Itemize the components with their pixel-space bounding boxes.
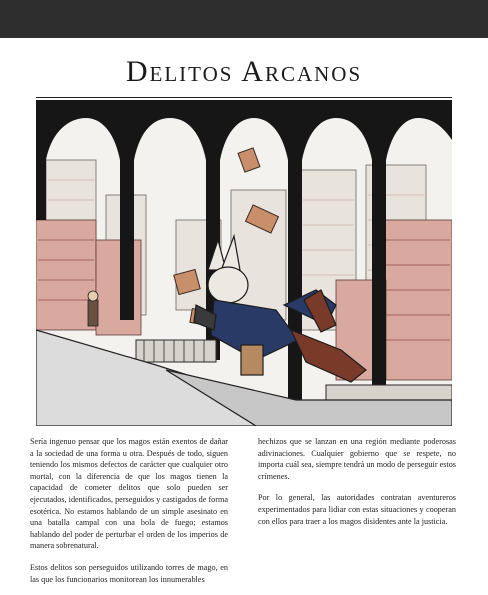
article-left-column <box>30 436 228 595</box>
page-title: Delitos Arcanos <box>125 55 363 88</box>
top-bar <box>0 0 488 38</box>
title-divider <box>36 97 452 98</box>
library-illustration <box>36 100 452 426</box>
paragraph: Sería ingenuo pensar que los magos están exentos de dañar a la sociedad de una forma u otra. Después de todo, siguen teniendo los mismos defectos de carácter que cualquier otro mortal, con la diferencia de que los magos tienen la capacidad de cometer delitos que solo pueden ser ejecutados, identificados, perseguidos y castigados de forma esotérica. No estamos hablando de un simple asesinato en una batalla campal con una bola de fuego; estamos hablando del poder de perturbar el orden de los imperios de manera sobrenatural. <box>30 437 228 551</box>
article-right-column <box>258 436 456 537</box>
paragraph: Estos delitos son perseguidos utilizando torres de mago, en las que los funcionarios monitorean los innumerables <box>30 562 228 584</box>
paragraph: hechizos que se lanzan en una región mediante poderosas adivinaciones. Cualquier gobierno que se respete, no importa cuál sea, siempre tendrá un modo de perseguir estos crímenes. <box>258 437 456 481</box>
paragraph: Por lo general, las autoridades contratan aventureros experimentados para lidiar con estas situaciones y cooperan con ellos para traer a los magos disidentes ante la justicia. <box>258 493 456 526</box>
